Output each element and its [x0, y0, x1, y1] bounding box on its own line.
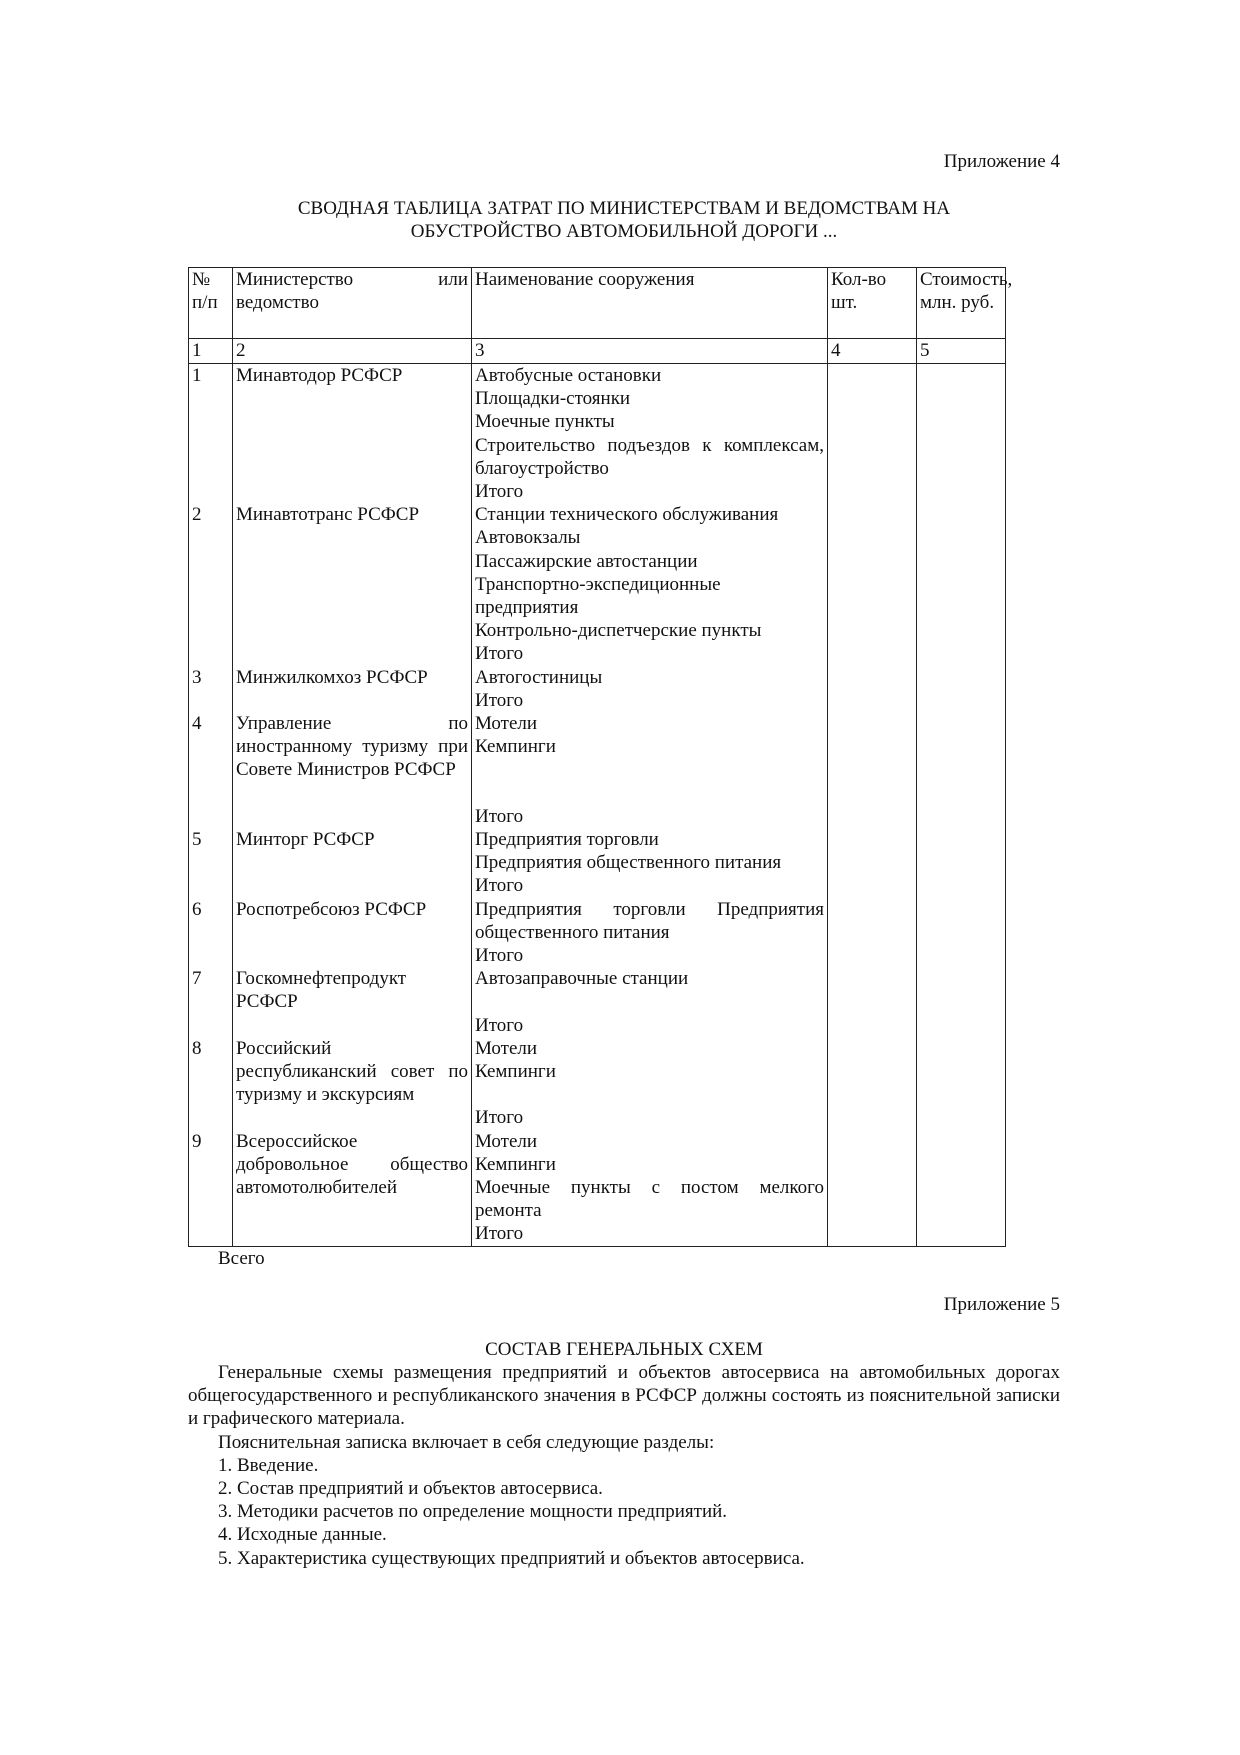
structure-item — [475, 758, 824, 781]
header-row — [189, 268, 1006, 339]
row-number: 9 — [192, 1130, 202, 1152]
structure-item: Кемпинги — [475, 1060, 556, 1082]
row-number: 5 — [192, 828, 202, 850]
structure-group — [475, 666, 824, 712]
ministry-name: Всероссийское добровольное общество автомотолюбителей — [236, 1130, 468, 1198]
structure-item: Предприятия общественного питания — [475, 852, 782, 874]
cost-column — [917, 364, 1006, 1247]
list-item: 3. Методики расчетов по определение мощности предприятий. — [218, 1501, 728, 1523]
structure-item — [475, 990, 824, 1013]
list-item: 5. Характеристика существующих предприятий и объектов автосервиса. — [218, 1547, 805, 1569]
subtotal-label: Итого — [475, 1014, 524, 1036]
structure-column — [472, 364, 828, 1247]
structure-item: Станции технического обслуживания — [475, 504, 779, 526]
row-number: 7 — [192, 968, 202, 990]
summary-cost-table — [188, 267, 1013, 1247]
structure-item — [475, 782, 824, 805]
column-number-row — [189, 339, 1006, 364]
structure-item: Пассажирские автостанции — [475, 550, 698, 572]
structure-item: Моечные пункты с постом мелкого ремонта — [475, 1176, 824, 1222]
subtotal-label: Итого — [475, 1223, 524, 1245]
row-number: 3 — [192, 666, 202, 688]
structure-item: Автогостиницы — [475, 666, 603, 688]
structure-group — [475, 898, 824, 968]
structure-item: Мотели — [475, 712, 538, 734]
structure-group — [475, 1037, 824, 1130]
list-item: 4. Исходные данные. — [218, 1524, 387, 1546]
row-number: 6 — [192, 898, 202, 920]
column-number: 4 — [828, 339, 917, 364]
structure-item: Кемпинги — [475, 1153, 556, 1175]
structure-group — [475, 828, 824, 898]
structure-item: Мотели — [475, 1130, 538, 1152]
num-column — [189, 364, 233, 1247]
subtotal-label: Итого — [475, 643, 524, 665]
appendix-5-label: Приложение 5 — [943, 1294, 1060, 1315]
structure-group — [475, 364, 824, 503]
structure-group — [475, 1130, 824, 1246]
ministry-name: Госкомнефтепродукт РСФСР — [236, 968, 407, 1013]
subtotal-label: Итого — [475, 805, 524, 827]
paragraph-1: Генеральные схемы размещения предприятий и объектов автосервиса на автомобильных дорогах общегосударственного и республиканского значения в РСФСР должны состоять из пояснительной записки и графического материала. — [188, 1362, 1060, 1430]
ministry-name: Управление по иностранному туризму при Совете Министров РСФСР — [236, 712, 468, 781]
subtotal-label: Итого — [475, 875, 524, 897]
subtotal-label: Итого — [475, 944, 524, 966]
column-number: 2 — [233, 339, 472, 364]
column-number: 1 — [189, 339, 233, 364]
structure-item: Автовокзалы — [475, 527, 581, 549]
section-title: СОСТАВ ГЕНЕРАЛЬНЫХ СХЕМ — [485, 1339, 763, 1360]
structure-item: Кемпинги — [475, 736, 556, 758]
structure-item — [475, 1083, 824, 1106]
structure-item: Моечные пункты — [475, 411, 615, 433]
subtotal-label: Итого — [475, 481, 524, 503]
structure-item: Предприятия торговли Предприятия общественного питания — [475, 898, 824, 943]
list-item: 2. Состав предприятий и объектов автосервиса. — [218, 1478, 603, 1500]
ministry-name: Минавтодор РСФСР — [236, 365, 403, 386]
count-column — [828, 364, 917, 1247]
column-number: 5 — [917, 339, 1006, 364]
ministry-name: Роспотребсоюз РСФСР — [236, 898, 427, 920]
subtotal-label: Итого — [475, 689, 524, 711]
structure-item: Контрольно-диспетчерские пункты — [475, 620, 762, 642]
structure-group — [475, 712, 824, 828]
structure-item: Предприятия торговли — [475, 828, 659, 850]
paragraph-2: Пояснительная записка включает в себя следующие разделы: — [218, 1431, 715, 1453]
structure-item: Строительство подъездов к комплексам, благоустройство — [475, 434, 824, 479]
structure-item: Транспортно-экспедиционные предприятия — [475, 573, 721, 618]
ministry-name: Минжилкомхоз РСФСР — [236, 666, 428, 688]
header-num: № п/п — [189, 268, 233, 339]
structure-item: Автобусные остановки — [475, 365, 662, 386]
row-number: 2 — [192, 504, 202, 526]
table-title-line-1: СВОДНАЯ ТАБЛИЦА ЗАТРАТ ПО МИНИСТЕРСТВАМ И ВЕДОМСТВАМ НА — [297, 198, 951, 219]
row-number: 4 — [192, 712, 202, 734]
row-number: 8 — [192, 1037, 202, 1059]
table-title-line-2: ОБУСТРОЙСТВО АВТОМОБИЛЬНОЙ ДОРОГИ ... — [410, 221, 838, 242]
subtotal-label: Итого — [475, 1107, 524, 1129]
structure-item: Автозаправочные станции — [475, 968, 689, 990]
structure-item: Мотели — [475, 1037, 538, 1059]
header-cost: Стоимость, млн. руб. — [917, 268, 1006, 339]
structure-group — [475, 503, 824, 665]
column-number: 3 — [472, 339, 828, 364]
ministry-column — [233, 364, 472, 1247]
row-number: 1 — [192, 365, 202, 386]
total-label: Всего — [218, 1248, 265, 1269]
list-item: 1. Введение. — [218, 1454, 319, 1476]
table-body-row — [189, 364, 1006, 1247]
header-structure: Наименование сооружения — [472, 268, 828, 339]
structure-group — [475, 967, 824, 1037]
ministry-name: Минавтотранс РСФСР — [236, 504, 420, 526]
appendix-4-label: Приложение 4 — [943, 151, 1060, 172]
ministry-name: Российский республиканский совет по туризму и экскурсиям — [236, 1037, 468, 1106]
header-ministry: Министерство или ведомство — [233, 268, 472, 339]
header-count: Кол-во шт. — [828, 268, 917, 339]
structure-item: Площадки-стоянки — [475, 388, 631, 410]
ministry-name: Минторг РСФСР — [236, 828, 375, 850]
